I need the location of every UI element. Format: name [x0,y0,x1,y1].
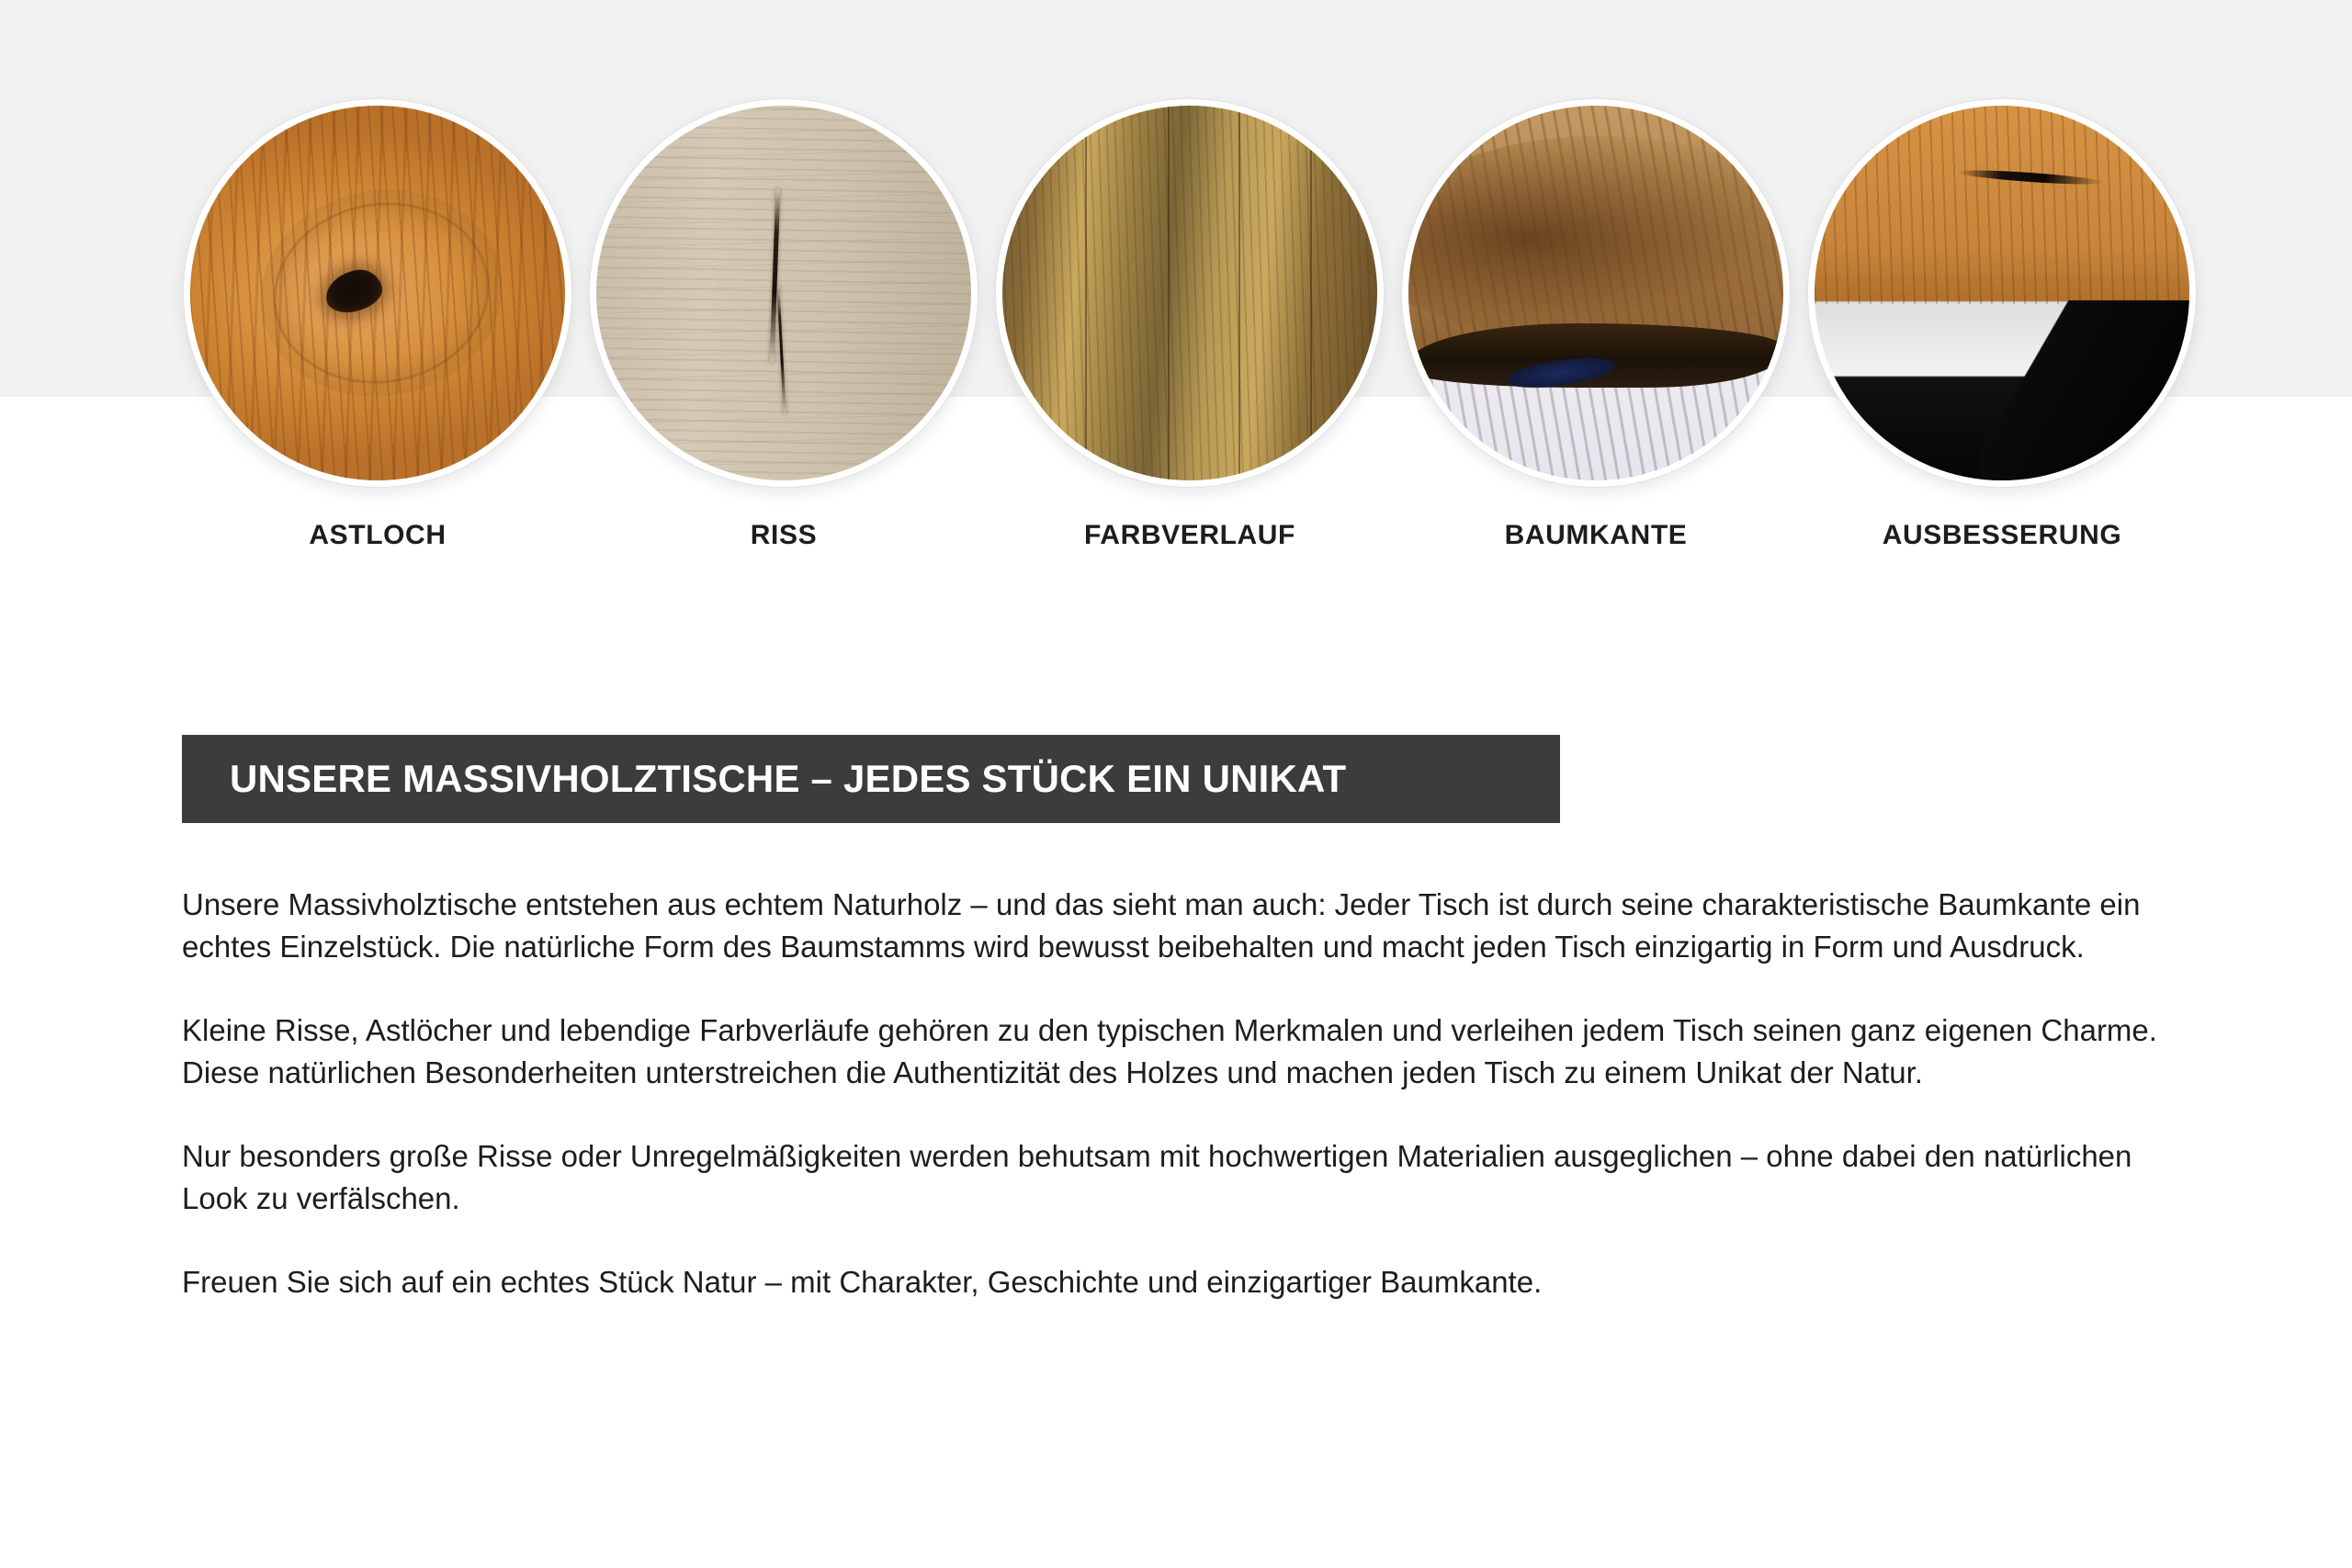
wood-repair-photo [1815,106,2189,480]
feature-circle-frame [996,99,1384,487]
feature-caption-farbverlauf: FARBVERLAUF [1084,520,1295,550]
feature-item-baumkante [1393,99,1799,551]
feature-circle-row [175,99,2205,551]
paragraph-2: Kleine Risse, Astlöcher und lebendige Farbverläufe gehören zu den typischen Merkmalen und verleihen jedem Tisch seinen ganz eigenen Charme. Diese natürlichen Besonderheiten unterstreichen die Authentizität des Holzes und machen jeden Tisch zu einem Unikat der Natur. [182,1013,2157,1089]
feature-item-ausbesserung [1799,99,2205,551]
feature-item-astloch [175,99,581,551]
feature-caption-riss: RISS [750,520,818,550]
page-title: UNSERE MASSIVHOLZTISCHE – JEDES STÜCK EIN UNIKAT [230,757,1347,800]
paragraph-1: Unsere Massivholztische entstehen aus echtem Naturholz – und das sieht man auch: Jeder Tisch ist durch seine charakteristische Baumkante ein echtes Einzelstück. Die natürliche Form des Baumstamms wird bewusst beibehalten und macht jeden Tisch einzigartig in Form und Ausdruck. [182,887,2141,964]
feature-circle-frame [1402,99,1790,487]
wood-crack-photo [596,106,971,480]
paragraph-3: Nur besonders große Risse oder Unregelmäßigkeiten werden behutsam mit hochwertigen Materialien ausgeglichen – ohne dabei den natürlichen Look zu verfälschen. [182,1139,2132,1215]
feature-caption-baumkante: BAUMKANTE [1504,520,1688,550]
feature-caption-astloch: ASTLOCH [309,520,447,550]
wood-live-edge-photo [1408,106,1783,480]
feature-circle-frame [1808,99,2196,487]
feature-item-farbverlauf [987,99,1393,551]
wood-knot-photo [190,106,565,480]
feature-circle-frame [184,99,571,487]
wood-color-gradient-photo [1002,106,1377,480]
body-copy [182,884,2176,1303]
paragraph-4: Freuen Sie sich auf ein echtes Stück Natur – mit Charakter, Geschichte und einzigartiger Baumkante. [182,1265,1543,1300]
feature-item-riss [581,99,987,551]
headline-bar [182,735,1560,823]
feature-circle-frame [590,99,978,487]
feature-caption-ausbesserung: AUSBESSERUNG [1882,520,2122,550]
